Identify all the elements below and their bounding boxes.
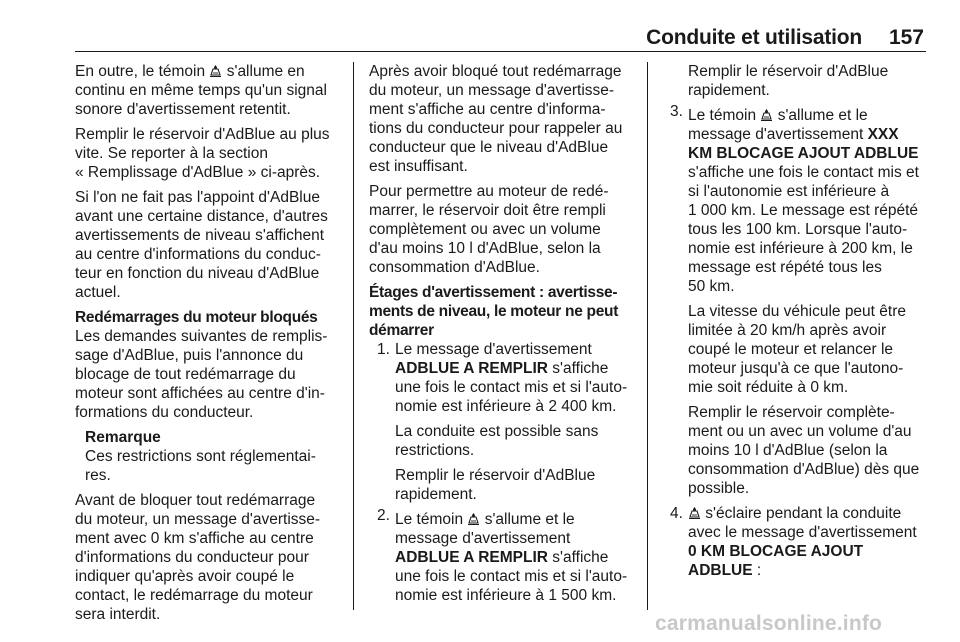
list-number: 4. — [670, 505, 683, 522]
paragraph: En outre, le témoin s'allume en continu en même temps qu'un signal sonore d'avertissement retentit. — [75, 63, 327, 118]
list-item: 3. Le témoin s'allume et le message d'avertissement XXX KM BLOCAGE AJOUT ADBLUE s'affiche une fois le contact mis et si l'autonomie est inférieure à 1 000 km. Le message est répété tous les 100 km. Lorsque l'auto- nomie est inférieure à 200 km, le message est répété tous les 50 km. La vitesse du véhicule peut être limitée à 20 km/h après avoir coupé le moteur et relancer le moteur jusqu'à ce que l'autono- mie soit réduite à 0 km. Remplir le réservoir complète- ment ou un avec un volume d'au moins 10 l d'AdBlue (selon la consommation d'AdBlue) dès que possible. — [662, 106, 926, 498]
adblue-warning-icon — [688, 506, 701, 520]
note-title: Remarque — [85, 429, 161, 446]
list-item: 1. Le message d'avertissement ADBLUE A REMPLIR s'affiche une fois le contact mis et si l'auto- nomie est inférieure à 2 400 km. La conduite est possible sans restrictions. Remplir le réservoir d'AdBlue rapidement. — [377, 341, 628, 503]
note-box: Remarque Ces restrictions sont réglementai- res. — [85, 428, 343, 485]
paragraph: Les demandes suivantes de remplis- sage d'AdBlue, puis l'annonce du blocage de tout redémarrage du moteur sont affichées au centre d'in- formations du conducteur. — [75, 328, 328, 421]
display-message: XXX — [867, 126, 899, 143]
display-message: KM BLOCAGE AJOUT ADBLUE — [688, 145, 919, 162]
page-number: 157 — [888, 26, 924, 49]
list-number: 1. — [377, 341, 390, 358]
display-message: ADBLUE A REMPLIR — [395, 549, 548, 566]
display-message: ADBLUE — [688, 562, 753, 579]
adblue-warning-icon — [467, 512, 480, 526]
column-divider — [647, 62, 648, 610]
continued-text: Remplir le réservoir d'AdBlue rapidement. — [688, 63, 889, 99]
paragraph: Avant de bloquer tout redémarrage du moteur, un message d'avertisse- ment avec 0 km s'affiche au centre d'informations du conducteur pour indiquer qu'après avoir coupé le contact, le redémarrage du moteur sera interdit. — [75, 492, 321, 623]
list-item: 4. s'éclaire pendant la conduite avec le message d'avertissement 0 KM BLOCAGE AJOUT ADBLUE : — [662, 504, 926, 580]
display-message: ADBLUE A REMPLIR — [395, 360, 548, 377]
paragraph: Remplir le réservoir d'AdBlue au plus vite. Se reporter à la section « Remplissage d'AdBlue » ci-après. — [75, 126, 330, 181]
list-number: 2. — [377, 507, 390, 524]
adblue-warning-icon — [760, 108, 773, 122]
watermark: carmanualsonline.info — [655, 612, 883, 635]
column-divider — [353, 62, 354, 610]
page-header — [75, 26, 926, 50]
column-2 — [369, 62, 637, 611]
display-message: 0 KM BLOCAGE AJOUT — [688, 543, 864, 560]
list-item: 2. Le témoin s'allume et le message d'avertissement ADBLUE A REMPLIR s'affiche une fois le contact mis et si l'auto- nomie est inférieure à 1 500 km. — [377, 507, 628, 604]
list-number: 3. — [670, 103, 683, 120]
paragraph: Après avoir bloqué tout redémarrage du moteur, un message d'avertisse- ment s'affiche au centre d'informa- tions du conducteur pour rappeler au conducteur que le niveau d'AdBlue est insuffisant. — [369, 63, 623, 175]
section-title: Conduite et utilisation — [646, 26, 862, 49]
header-rule — [75, 51, 926, 52]
section-heading: Redémarrages du moteur bloqués — [75, 309, 318, 326]
adblue-warning-icon — [209, 64, 222, 78]
paragraph: Pour permettre au moteur de redé- marrer, le réservoir doit être rempli complètement ou avec un volume d'au moins 10 l d'AdBlue, selon la consommation d'AdBlue. — [369, 183, 609, 276]
section-heading: Étages d'avertissement : avertisse- ments de niveau, le moteur ne peut démarrer — [369, 284, 619, 339]
paragraph: Si l'on ne fait pas l'appoint d'AdBlue avant une certaine distance, d'autres avertissements de niveau s'affichent au centre d'informations du conduc- teur en fonction du niveau d'AdBlue actuel. — [75, 189, 328, 301]
column-1 — [75, 62, 343, 630]
column-3 — [662, 62, 926, 586]
